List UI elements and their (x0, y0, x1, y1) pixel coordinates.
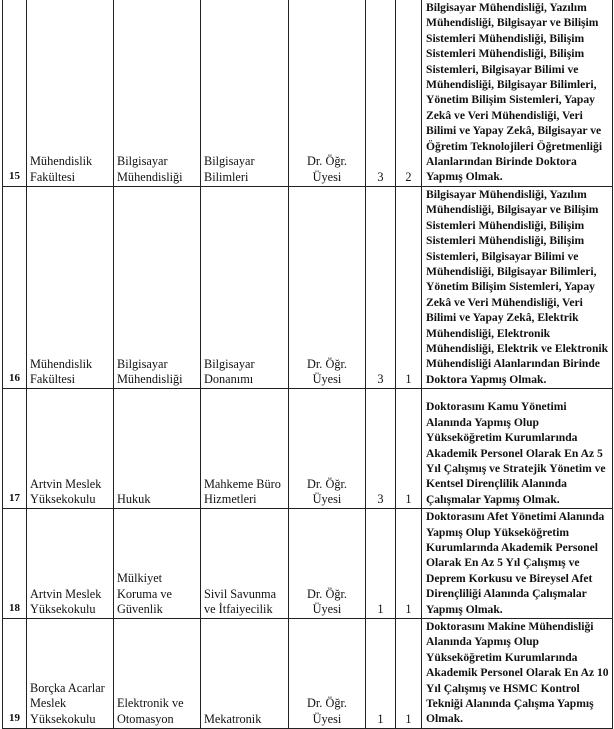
title-cell: Dr. Öğr. Üyesi (289, 186, 366, 388)
program-cell: Sivil Savunma ve İtfaiyecilik (201, 509, 289, 619)
table-row (3, 0, 613, 186)
row-number: 18 (3, 509, 27, 619)
row-number: 15 (3, 0, 27, 186)
count-cell: 2 (396, 0, 422, 186)
count-cell: 1 (396, 509, 422, 619)
department-cell: Elektronik ve Otomasyon (114, 619, 201, 729)
faculty-cell: Mühendislik Fakültesi (27, 186, 114, 388)
count-cell: 1 (396, 186, 422, 388)
requirements-cell: Doktorasını Kamu Yönetimi Alanında Yapmış Olup Yükseköğretim Kurumlarında Akademik Personel Olarak En Az 5 Yıl Çalışmış ve Stratejik Yönetim ve Kentsel Dirençlilik Alanında Çalışmalar Yapmış Olmak. (422, 389, 613, 509)
faculty-cell: Borçka Acarlar Meslek Yüksekokulu (27, 619, 114, 729)
program-cell: Mekatronik (201, 619, 289, 729)
degree-cell: 3 (366, 0, 396, 186)
table-row (3, 619, 613, 729)
faculty-cell: Artvin Meslek Yüksekokulu (27, 509, 114, 619)
table-row (3, 509, 613, 619)
positions-table (2, 0, 613, 729)
title-cell: Dr. Öğr. Üyesi (289, 509, 366, 619)
row-number: 19 (3, 619, 27, 729)
count-cell: 1 (396, 389, 422, 509)
row-number: 16 (3, 186, 27, 388)
title-cell: Dr. Öğr. Üyesi (289, 0, 366, 186)
program-cell: Mahkeme Büro Hizmetleri (201, 389, 289, 509)
row-number: 17 (3, 389, 27, 509)
table-row (3, 186, 613, 388)
requirements-cell: Doktorasını Afet Yönetimi Alanında Yapmış Olup Yükseköğretim Kurumlarında Akademik Personel Olarak En Az 5 Yıl Çalışmış ve Deprem Korkusu ve Bireysel Afet Dirençliliği Alanında Çalışmalar Yapmış Olmak. (422, 509, 613, 619)
program-cell: Bilgisayar Donanımı (201, 186, 289, 388)
requirements-cell: Bilgisayar Mühendisliği, Yazılım Mühendisliği, Bilgisayar ve Bilişim Sistemleri Mühendisliği, Bilişim Sistemleri Mühendisliği, Bilişim Sistemleri, Bilgisayar Bilimi ve Mühendisliği, Bilgisayar Bilimleri, Yönetim Bilişim Sistemleri, Yapay Zekâ ve Veri Mühendisliği, Veri Bilimi ve Yapay Zekâ, Elektrik Mühendisliği, Elektronik Mühendisliği, Elektrik ve Elektronik Mühendisliği Alanlarından Birinde Doktora Yapmış Olmak. (422, 186, 613, 388)
degree-cell: 1 (366, 619, 396, 729)
faculty-cell: Mühendislik Fakültesi (27, 0, 114, 186)
degree-cell: 1 (366, 509, 396, 619)
program-cell: Bilgisayar Bilimleri (201, 0, 289, 186)
faculty-cell: Artvin Meslek Yüksekokulu (27, 389, 114, 509)
count-cell: 1 (396, 619, 422, 729)
degree-cell: 3 (366, 186, 396, 388)
title-cell: Dr. Öğr. Üyesi (289, 619, 366, 729)
title-cell: Dr. Öğr. Üyesi (289, 389, 366, 509)
requirements-cell: Bilgisayar Mühendisliği, Yazılım Mühendisliği, Bilgisayar ve Bilişim Sistemleri Mühendisliği, Bilişim Sistemleri Mühendisliği, Bilişim Sistemleri, Bilgisayar Bilimi ve Mühendisliği, Bilgisayar Bilimleri, Yönetim Bilişim Sistemleri, Yapay Zekâ ve Veri Mühendisliği, Veri Bilimi ve Yapay Zekâ, Bilgisayar ve Öğretim Teknolojileri Öğretmenliği Alanlarından Birinde Doktora Yapmış Olmak. (422, 0, 613, 186)
department-cell: Hukuk (114, 389, 201, 509)
department-cell: Bilgisayar Mühendisliği (114, 0, 201, 186)
table-row (3, 389, 613, 509)
department-cell: Mülkiyet Koruma ve Güvenlik (114, 509, 201, 619)
requirements-cell: Doktorasını Makine Mühendisliği Alanında Yapmış Olup Yükseköğretim Kurumlarında Akademik Personel Olarak En Az 10 Yıl Çalışmış ve HSMC Kontrol Tekniği Alanında Çalışma Yapmış Olmak. (422, 619, 613, 729)
department-cell: Bilgisayar Mühendisliği (114, 186, 201, 388)
degree-cell: 3 (366, 389, 396, 509)
